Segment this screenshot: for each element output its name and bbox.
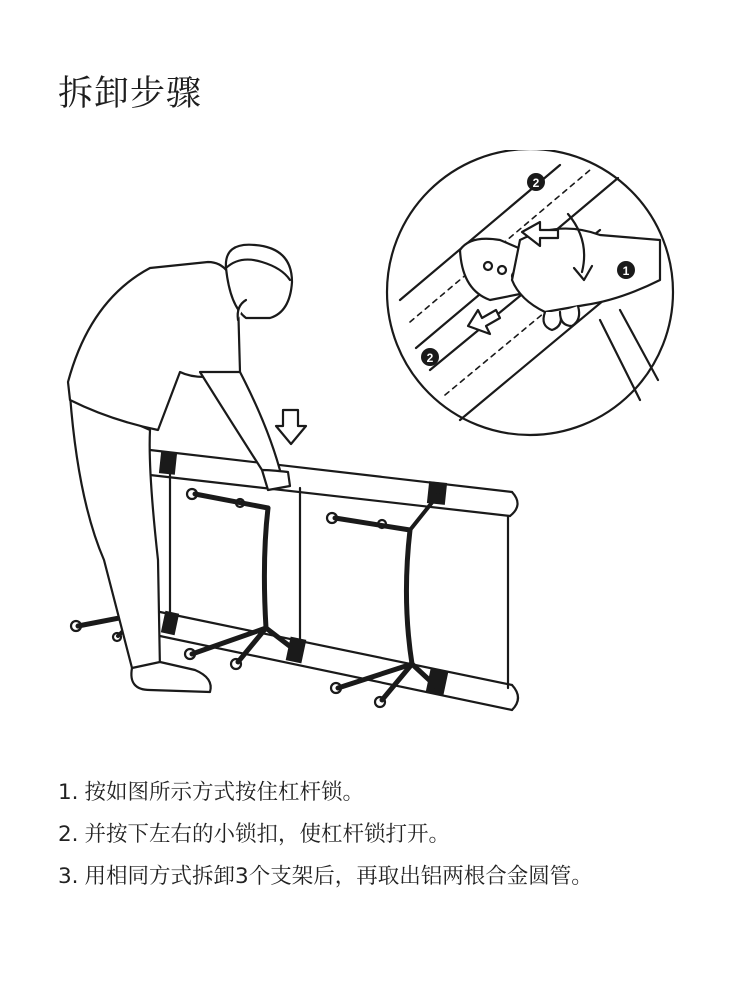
step1-badge: [617, 261, 635, 279]
press-down-arrow: [276, 410, 306, 444]
svg-text:1: 1: [622, 264, 630, 278]
disassembly-illustration: [0, 150, 750, 730]
list-item: [58, 772, 593, 814]
steps-list: [58, 772, 593, 898]
step-number: 3.: [58, 864, 79, 889]
step-text: 用相同方式拆卸3个支架后，再取出铝两根合金圆管。: [84, 864, 593, 889]
svg-text:2: 2: [532, 176, 540, 190]
person-figure: [68, 245, 292, 692]
step2-badge-bottom: [421, 348, 439, 366]
step2-badge-top: [527, 173, 545, 191]
list-item: [58, 856, 593, 898]
cot-frame: [150, 450, 518, 710]
step-number: 2.: [58, 822, 79, 847]
svg-text:2: 2: [426, 351, 434, 365]
list-item: [58, 814, 593, 856]
step-number: 1.: [58, 780, 79, 805]
step-text: 并按下左右的小锁扣，使杠杆锁打开。: [84, 822, 451, 847]
page-title: 拆卸步骤: [58, 74, 203, 114]
detail-zoom-circle: [387, 150, 673, 435]
support-leg-middle: [185, 489, 300, 669]
step-text: 按如图所示方式按住杠杆锁。: [84, 780, 365, 805]
